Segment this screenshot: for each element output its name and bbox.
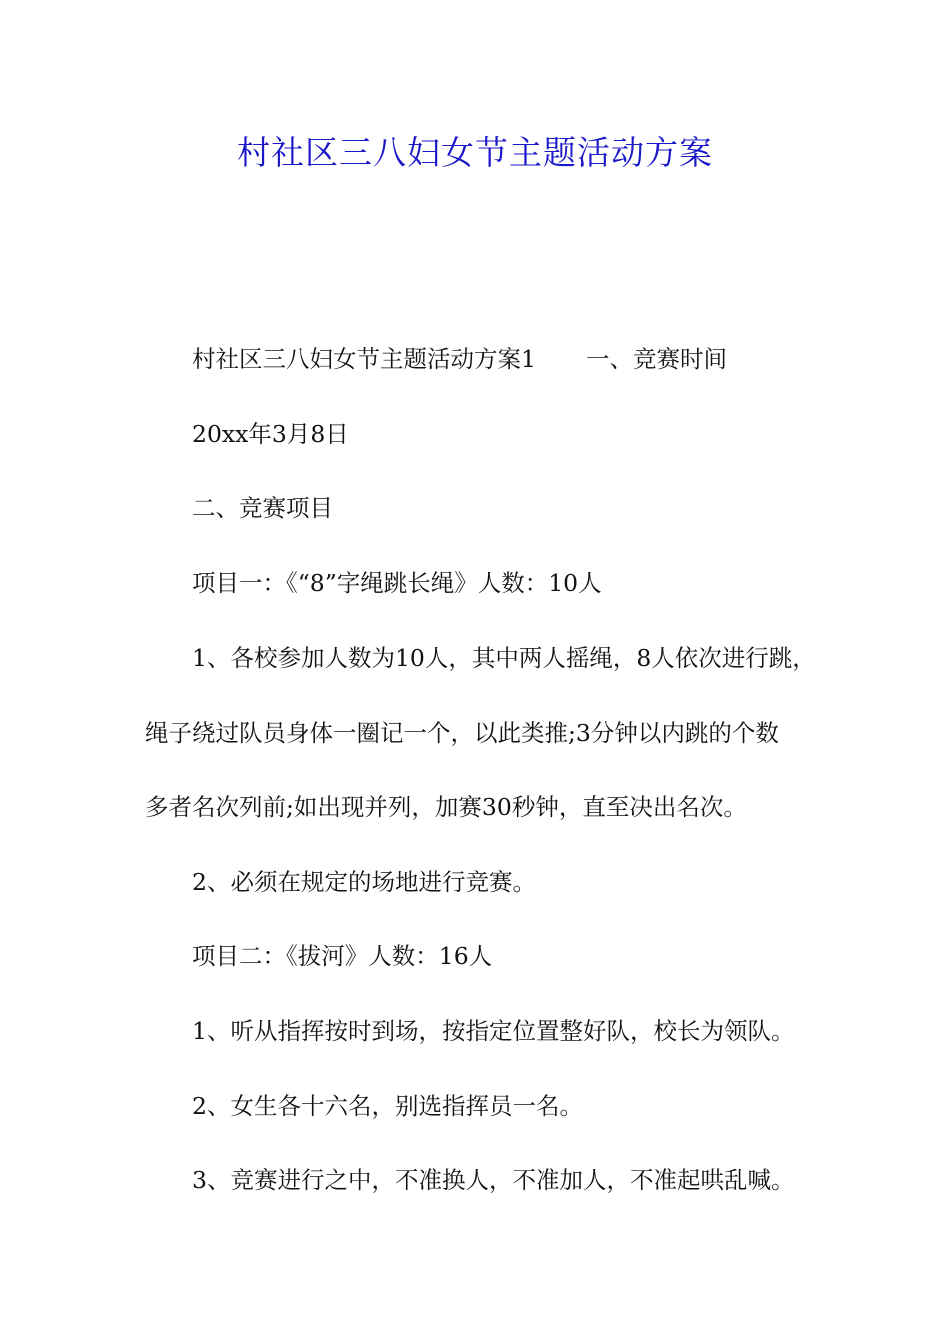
item-one-rule-2: 2、必须在规定的场地进行竞赛。 — [192, 868, 536, 896]
plan-heading: 村社区三八妇女节主题活动方案1 — [192, 345, 536, 373]
item-two-rule-3: 3、竞赛进行之中，不准换人，不准加人，不准起哄乱喊。 — [192, 1166, 795, 1194]
section-heading-time: 一、竞赛时间 — [585, 345, 727, 373]
item-one-rule-1: 1、各校参加人数为10人，其中两人摇绳，8人依次进行跳， — [192, 644, 816, 672]
item-two-rule-1: 1、听从指挥按时到场，按指定位置整好队，校长为领队。 — [192, 1017, 795, 1045]
item-one-rule-1-cont2: 多者名次列前;如出现并列，加赛30秒钟，直至决出名次。 — [145, 793, 747, 821]
paragraph-heading-line — [192, 342, 727, 376]
date-line: 20xx年3月8日 — [192, 420, 349, 448]
item-two-heading: 项目二：《拔河》人数：16人 — [192, 942, 493, 970]
section-heading-items: 二、竞赛项目 — [192, 494, 333, 522]
item-one-heading: 项目一：《“8”字绳跳长绳》人数：10人 — [192, 569, 602, 597]
item-two-rule-2: 2、女生各十六名，别选指挥员一名。 — [192, 1092, 583, 1120]
document-title: 村社区三八妇女节主题活动方案 — [237, 133, 713, 172]
item-one-rule-1-cont: 绳子绕过队员身体一圈记一个，以此类推;3分钟以内跳的个数 — [145, 719, 779, 747]
